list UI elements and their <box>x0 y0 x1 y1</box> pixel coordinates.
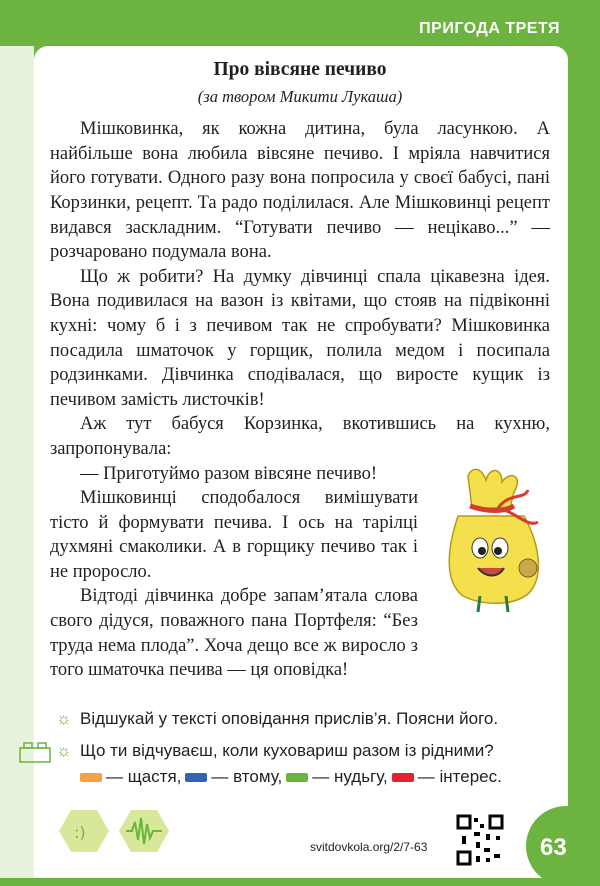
sun-bulb-icon: ☼ <box>56 741 72 760</box>
legend-item-tiredness: — втому, <box>185 764 282 790</box>
blue-brick-icon <box>185 773 207 782</box>
svg-text::): :) <box>74 823 86 842</box>
tasks-block <box>56 706 566 790</box>
qr-code-icon[interactable] <box>456 814 504 866</box>
paragraph-2: Що ж робити? На думку дівчинці спала цікавезна ідея. Вона подивилася на вазон із квітами, що стояв на підвіконні кухні: чому б і з печивом так не спробувати? Мішковинка посадила шматочок у горщик, полила медом і посипала родзинками. Дівчинка сподівалася, що виросте кущик із печивом замість листочків! <box>50 266 550 410</box>
footer-url[interactable]: svitdovkola.org/2/7-63 <box>310 840 428 854</box>
smile-face-icon <box>58 808 110 854</box>
orange-brick-icon <box>80 773 102 782</box>
page-number-badge <box>526 806 600 886</box>
lego-brick-icon <box>18 740 52 766</box>
legend-item-happiness: — щастя, <box>80 764 181 790</box>
sun-bulb-icon: ☼ <box>56 709 72 728</box>
paragraph-4: — Приготуймо разом вівсяне печиво! <box>80 463 378 484</box>
paragraph-6: Відтоді дівчинка добре запам’ятала слова свого дідуся, поважного пана Портфеля: “Без труда нема плода”. Хоча дещо все ж виросло з того шматочка печива — ця оповідка! <box>50 586 418 681</box>
paragraph-1: Мішковинка, як кожна дитина, була ласункою. А найбільше вона любила вівсяне печиво. І мріяла навчитися його готувати. Одного разу вона попросила у своєї бабусі, пані Корзинки, рецепт. Та радо поділилася. Але Мішковинці рецепт видався заскладним. “Готувати печиво — нецікаво...” — розчаровано подумала вона. <box>50 119 550 263</box>
task-1 <box>56 706 566 732</box>
sound-wave-icon <box>118 808 170 854</box>
sack-character-illustration <box>428 456 552 616</box>
paragraph-3: Аж тут бабуся Корзинка, вкотившись на кухню, запропонувала: <box>50 414 550 459</box>
page-number: 63 <box>540 834 567 861</box>
story-title: Про вівсяне печиво <box>213 59 387 80</box>
task-1-text: Відшукай у тексті оповідання прислів’я. Поясни його. <box>80 709 499 728</box>
green-brick-icon <box>286 773 308 782</box>
legend-item-interest: — інтерес. <box>392 764 502 790</box>
red-brick-icon <box>392 773 414 782</box>
section-label: ПРИГОДА ТРЕТЯ <box>419 20 560 37</box>
legend-item-boredom: — нудьгу, <box>286 764 388 790</box>
task-2 <box>56 738 566 764</box>
emotion-legend <box>80 764 566 790</box>
story-subtitle: (за твором Микити Лукаша) <box>197 86 403 106</box>
task-2-text: Що ти відчуваєш, коли куховариш разом із рідними? <box>80 741 494 760</box>
paragraph-5: Мішковинці сподобалося вимішувати тісто й формувати печива. І ось на тарілці духмяні смаколики. А в горщику печиво так і не проросло. <box>50 488 418 582</box>
